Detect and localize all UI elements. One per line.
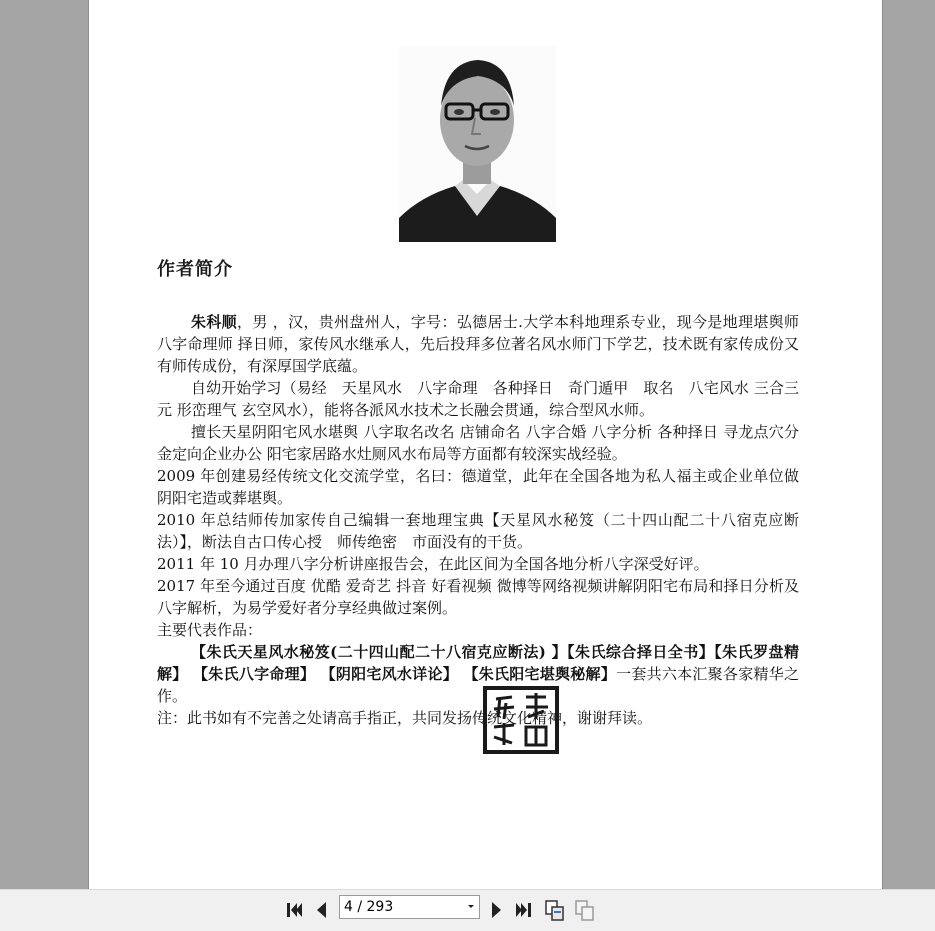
works-titles: 【朱氏天星风水秘笈(二十四山配二十八宿克应断法) 】【朱氏综合择日全书】【朱氏罗盘精解】 【朱氏八字命理】 【阴阳宅风水详论】 【朱氏阳宅堪舆秘解】 [157,643,799,683]
works-list: 【朱氏天星风水秘笈(二十四山配二十八宿克应断法) 】【朱氏综合择日全书】【朱氏罗盘精解】 【朱氏八字命理】 【阴阳宅风水详论】 【朱氏阳宅堪舆秘解】一套共六本汇聚各家精华之作。 [157,643,799,705]
single-page-view-icon[interactable] [543,898,567,922]
seal-stamp [482,685,560,755]
bio-paragraph-4: 2009 年创建易经传统文化交流学堂，名曰：德道堂，此年在全国各地为私人福主或企业单位做阴阳宅造或葬堪舆。 [157,467,799,507]
author-bio [157,311,799,729]
bio-paragraph-1: 朱科顺，男 ，汉，贵州盘州人，字号：弘德居士.大学本科地理系专业，现今是地理堪舆师 八字命理师 择日师，家传风水继承人，先后投拜多位著名风水师门下学艺，技术既有家传成份又有师传成份，有深厚国学底蕴。 [157,313,799,375]
two-page-view-icon[interactable] [573,898,597,922]
bio-paragraph-5: 2010 年总结师传加家传自己编辑一套地理宝典【天星风水秘笈（二十四山配二十八宿克应断法）】，断法自古口传心授 师传绝密 市面没有的干货。 [157,511,799,551]
closing-note: 注：此书如有不完善之处请高手指正，共同发扬传统文化精神，谢谢拜读。 [157,709,653,727]
first-page-icon[interactable] [282,898,306,922]
document-page [88,0,883,889]
bio-paragraph-7: 2017 年至今通过百度 优酷 爱奇艺 抖音 好看视频 微博等网络视频讲解阴阳宅布局和择日分析及八字解析，为易学爱好者分享经典做过案例。 [157,577,799,617]
works-heading: 主要代表作品： [157,621,263,639]
viewer-toolbar [0,889,935,931]
bio-paragraph-3: 擅长天星阴阳宅风水堪舆 八字取名改名 店铺命名 八字合婚 八字分析 各种择日 寻龙点穴分金定向企业办公 阳宅家居路水灶厕风水布局等方面都有较深实战经验。 [157,423,799,463]
next-page-icon[interactable] [484,898,508,922]
bio-paragraph-6: 2011 年 10 月办理八字分析讲座报告会，在此区间为全国各地分析八字深受好评。 [157,555,709,573]
previous-page-icon[interactable] [310,898,334,922]
author-name: 朱科顺 [191,313,238,331]
chevron-down-icon [466,901,476,911]
bio-paragraph-2: 自幼开始学习（易经 天星风水 八字命理 各种择日 奇门遁甲 取名 八宅风水 三合三元 形峦理气 玄空风水），能将各派风水技术之长融会贯通，综合型风水师。 [157,379,799,419]
last-page-icon[interactable] [512,898,536,922]
page-indicator: 4 / 293 [344,899,394,915]
author-photo [399,46,556,242]
section-title: 作者简介 [157,259,233,280]
page-number-select[interactable] [339,895,480,919]
